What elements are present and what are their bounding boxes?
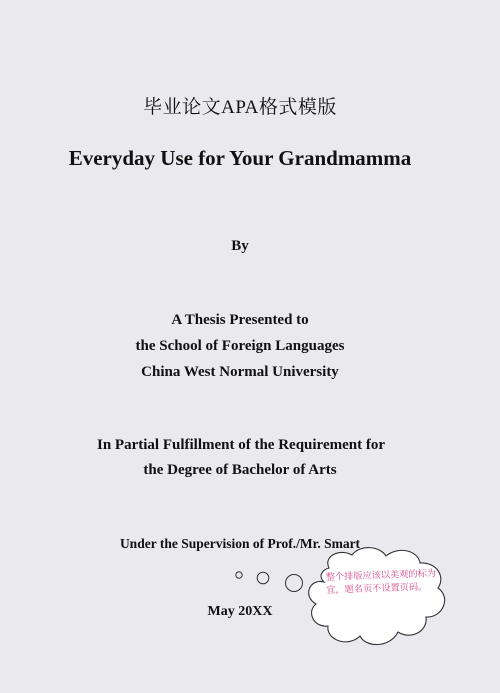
supervision-line: Under the Supervision of Prof./Mr. Smart (119, 536, 361, 551)
by-line: By (231, 238, 249, 254)
date-line: May 20XX (207, 604, 273, 619)
presented-to-line: A Thesis Presented to (171, 312, 309, 328)
school-line: the School of Foreign Languages (135, 338, 345, 354)
thesis-title: Everyday Use for Your Grandmamma (68, 146, 412, 170)
thought-bubble-dot-small (236, 572, 242, 578)
thought-bubble-dot-medium (257, 572, 269, 584)
annotation-note: 整个排版应该以美观的标为宜，题名页不设置页码。 (325, 568, 437, 596)
thought-bubble-dot-large (286, 575, 303, 592)
fulfillment-line: In Partial Fulfillment of the Requirement for (96, 437, 385, 453)
degree-line: the Degree of Bachelor of Arts (143, 462, 337, 478)
header-title: 毕业论文APA格式模版 (143, 97, 337, 118)
university-line: China West Normal University (141, 364, 339, 380)
